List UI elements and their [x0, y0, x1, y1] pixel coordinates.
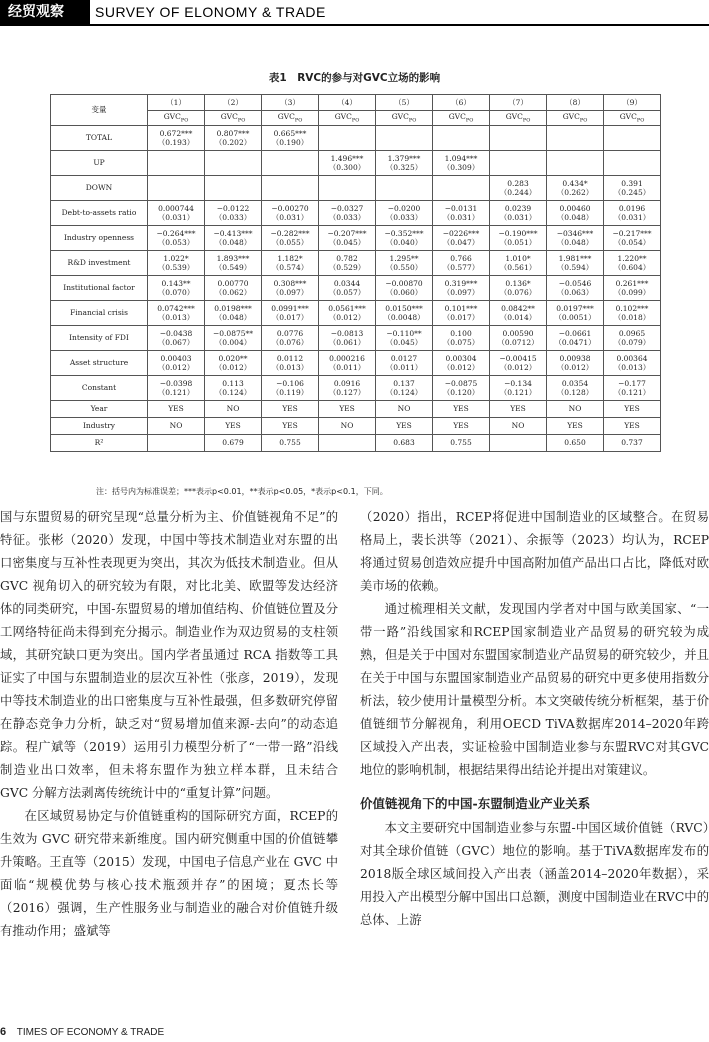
table-cell: 0.650 [547, 435, 604, 452]
table-cell: 0.0196 （0.031） [604, 201, 661, 226]
table-cell: −0.134 （0.121） [490, 376, 547, 401]
table-cell: 0.00938 （0.012） [547, 351, 604, 376]
table-cell [376, 126, 433, 151]
row-variable-label: Constant [51, 376, 148, 401]
table-row [51, 201, 661, 226]
regression-table [50, 94, 661, 452]
table-cell: −0.0122 （0.033） [205, 201, 262, 226]
header-dependent-variable: $GVC_{PO}$ [490, 111, 547, 126]
table-cell: −0.207*** （0.045） [319, 226, 376, 251]
table-cell: 1.295** （0.550） [376, 251, 433, 276]
table-cell: 0.0842** （0.014） [490, 301, 547, 326]
table-cell: 1.496*** （0.300） [319, 151, 376, 176]
table-cell: 0.0150*** （0.0048） [376, 301, 433, 326]
section-heading: 价值链视角下的中国-东盟制造业产业关系 [360, 796, 591, 811]
table-row [51, 301, 661, 326]
table-cell: 0.319*** （0.097） [433, 276, 490, 301]
table-cell: 0.020** （0.012） [205, 351, 262, 376]
table-cell: 0.0344 （0.057） [319, 276, 376, 301]
table-cell: 0.102*** （0.018） [604, 301, 661, 326]
table-cell: YES [319, 401, 376, 418]
table-cell: −0.0438 （0.067） [148, 326, 205, 351]
header-dependent-variable: $GVC_{PO}$ [376, 111, 433, 126]
table-cell: −0226*** （0.047） [433, 226, 490, 251]
table-cell: NO [376, 401, 433, 418]
table-cell: 0.00403 （0.012） [148, 351, 205, 376]
table-cell [205, 176, 262, 201]
table-cell: 1.010* （0.561） [490, 251, 547, 276]
table-cell: 0.665*** （0.190） [262, 126, 319, 151]
table-cell: YES [148, 401, 205, 418]
row-variable-label: Industry openness [51, 226, 148, 251]
table-cell: 1.981*** （0.594） [547, 251, 604, 276]
table-cell: −0.0661 （0.0471） [547, 326, 604, 351]
table-cell [490, 151, 547, 176]
table-cell: 0.283 （0.244） [490, 176, 547, 201]
paragraph: 在区域贸易协定与价值链重构的国际研究方面，RCEP的生效为 GVC 研究带来新维度。国内研究侧重中国的价值链攀升策略。王直等（2015）发现，中国电子信息产业在 GVC 中面临“规模优势与核心技术瓶颈并存”的困境；夏杰长等（2016）强调，生产性服务业与制造业的融合对价值链升级有推动作用；盛斌等 [0, 809, 338, 938]
table-cell: 1.182* （0.574） [262, 251, 319, 276]
table-cell: −0.0131 （0.031） [433, 201, 490, 226]
table-cell: 0.0197*** （0.0051） [547, 301, 604, 326]
page-header [0, 0, 709, 26]
table-cell: YES [262, 401, 319, 418]
table-cell: 0.00590 （0.0712） [490, 326, 547, 351]
table-cell: 0.137 （0.124） [376, 376, 433, 401]
table-cell: 0.101*** （0.017） [433, 301, 490, 326]
table-cell: YES [604, 418, 661, 435]
header-model-number: （2） [205, 95, 262, 111]
table-cell: YES [433, 418, 490, 435]
table-row [51, 326, 661, 351]
table-cell [604, 126, 661, 151]
paragraph: 本文主要研究中国制造业参与东盟-中国区域价值链（RVC）对其全球价值链（GVC）地位的影响。基于TiVA数据库发布的2018版全球区域间投入产出表（涵盖2014–2020年数据），采用投入产出模型分解中国出口总额，测度中国制造业在RVC中的总体、上游 [360, 821, 709, 927]
table-cell [376, 176, 433, 201]
table-cell: 0.679 [205, 435, 262, 452]
table-cell: 0.261*** （0.099） [604, 276, 661, 301]
table-cell: −0.0875** （0.004） [205, 326, 262, 351]
paragraph: 国与东盟贸易的研究呈现“总量分析为主、价值链视角不足”的特征。张彬（2020）发现，中国中等技术制造业对东盟的出口密集度与互补性表现更为突出，其次为低技术制造业。但从 GVC 视角切入的研究较为有限，对比北美、欧盟等发达经济体的同类研究，中国-东盟贸易的增加值结构、价值链位置及分工网络特征尚未得到充分揭示。制造业作为双边贸易的支柱领域，其研究缺口更为突出。国内学者虽通过 RCA 指数等工具证实了中国与东盟制造业的层次互补性（张彦，2019），发现中等技术制造业的出口密集度与互补性最强，但多数研究停留在静态竞争力分析，缺乏对“贸易增加值来源-去向”的动态追踪。程广斌等（2019）运用引力模型分析了“一带一路”沿线制造业出口效率，但未将东盟作为独立样本群，且未结合 GVC 分解方法剥离传统统计中的“重复计算”问题。 [0, 510, 338, 800]
table-row [51, 351, 661, 376]
table-cell [319, 435, 376, 452]
header-model-number: （4） [319, 95, 376, 111]
table-cell: 0.0112 （0.013） [262, 351, 319, 376]
table-cell: YES [262, 418, 319, 435]
table-cell: 0.0776 （0.076） [262, 326, 319, 351]
table-cell [148, 176, 205, 201]
row-variable-label: DOWN [51, 176, 148, 201]
table-cell: YES [490, 401, 547, 418]
table-cell: 0.100 （0.075） [433, 326, 490, 351]
table-cell: YES [547, 418, 604, 435]
page-footer [0, 1026, 164, 1038]
table-cell [262, 176, 319, 201]
table-cell: 0.000744 （0.031） [148, 201, 205, 226]
table-cell: 1.893*** （0.549） [205, 251, 262, 276]
table-cell: 0.308*** （0.097） [262, 276, 319, 301]
table-cell: 0.782 （0.529） [319, 251, 376, 276]
table-cell: 0.00304 （0.012） [433, 351, 490, 376]
table-cell [604, 151, 661, 176]
paragraph: 通过梳理相关文献，发现国内学者对中国与欧美国家、“一带一路”沿线国家和RCEP国家制造业产品贸易的研究较为成熟，但是关于中国对东盟国家制造业产品贸易的研究较少，并且在关于中国与东盟国家制造业产品贸易的研究中更多使用指数分析法，较少使用计量模型分析。本文突破传统分析框架，基于价值链细节分解视角，利用OECD TiVA数据库2014–2020年跨区域投入产出表，实证检验中国制造业参与东盟RVC对其GVC地位的影响机制，根据结果得出结论并提出对策建议。 [360, 602, 709, 777]
header-model-number: （6） [433, 95, 490, 111]
table-cell: −0.413*** （0.048） [205, 226, 262, 251]
row-variable-label: Asset structure [51, 351, 148, 376]
table-cell: 0.434* （0.262） [547, 176, 604, 201]
table-header-row [51, 95, 661, 111]
table-row [51, 376, 661, 401]
table-cell: −0.217*** （0.054） [604, 226, 661, 251]
table-cell: −0.282*** （0.055） [262, 226, 319, 251]
paragraph: （2020）指出，RCEP将促进中国制造业的区域整合。在贸易格局上，裴长洪等（2021）、余振等（2023）均认为，RCEP将通过贸易创造效应提升中国高附加值产品出口占比，降低对欧美市场的依赖。 [360, 510, 709, 593]
table-row [51, 435, 661, 452]
table-cell [319, 126, 376, 151]
table-cell: NO [319, 418, 376, 435]
header-dependent-variable: $GVC_{PO}$ [433, 111, 490, 126]
table-cell: −0.0200 （0.033） [376, 201, 433, 226]
table-cell: −0.352*** （0.040） [376, 226, 433, 251]
table-cell [490, 126, 547, 151]
header-model-number: （8） [547, 95, 604, 111]
table-cell: 0.766 （0.577） [433, 251, 490, 276]
table-cell: 0.143** （0.070） [148, 276, 205, 301]
table-row [51, 151, 661, 176]
table-cell [547, 151, 604, 176]
table-cell: −0.0813 （0.061） [319, 326, 376, 351]
header-model-number: （5） [376, 95, 433, 111]
row-variable-label: Industry [51, 418, 148, 435]
table-cell [547, 126, 604, 151]
table-cell: 0.0354 （0.128） [547, 376, 604, 401]
table-cell: NO [490, 418, 547, 435]
table-cell: 0.737 [604, 435, 661, 452]
header-dependent-variable: $GVC_{PO}$ [148, 111, 205, 126]
table-cell: −0.00870 （0.060） [376, 276, 433, 301]
table-cell: 1.379*** （0.325） [376, 151, 433, 176]
header-dependent-variable: $GVC_{PO}$ [262, 111, 319, 126]
row-variable-label: R² [51, 435, 148, 452]
header-dependent-variable: $GVC_{PO}$ [604, 111, 661, 126]
table-cell: 0.000216 （0.011） [319, 351, 376, 376]
table-row [51, 176, 661, 201]
right-column [360, 506, 709, 932]
table-cell: −0.264*** （0.053） [148, 226, 205, 251]
row-variable-label: Intensity of FDI [51, 326, 148, 351]
table-cell [262, 151, 319, 176]
section-label: 经贸观察 [0, 0, 90, 24]
table-cell: 0.672*** （0.193） [148, 126, 205, 151]
table-cell: 0.0198*** （0.048） [205, 301, 262, 326]
table-cell: YES [433, 401, 490, 418]
page-number: 6 [0, 1026, 7, 1038]
header-variable: 变量 [51, 95, 148, 126]
left-column [0, 506, 338, 943]
table-cell [319, 176, 376, 201]
table-cell: 0.00364 （0.013） [604, 351, 661, 376]
table-cell: 1.094*** （0.309） [433, 151, 490, 176]
table-cell [433, 176, 490, 201]
table-row [51, 226, 661, 251]
table-cell [490, 435, 547, 452]
table-row [51, 418, 661, 435]
table-cell: −0.0875 （0.120） [433, 376, 490, 401]
table-cell: −0.190*** （0.051） [490, 226, 547, 251]
table-cell: 0.0239 （0.031） [490, 201, 547, 226]
table-cell: 0.0127 （0.011） [376, 351, 433, 376]
header-dependent-variable: $GVC_{PO}$ [547, 111, 604, 126]
table-row [51, 126, 661, 151]
table-cell: −0.0327 （0.033） [319, 201, 376, 226]
table-title: 表1 RVC的参与对GVC立场的影响 [268, 72, 441, 84]
header-model-number: （7） [490, 95, 547, 111]
table-cell: 0.0916 （0.127） [319, 376, 376, 401]
row-variable-label: Year [51, 401, 148, 418]
row-variable-label: Debt-to-assets ratio [51, 201, 148, 226]
table-cell: 0.391 （0.245） [604, 176, 661, 201]
journal-section-title: SURVEY OF ELONOMY & TRADE [95, 4, 326, 20]
header-dependent-variable: $GVC_{PO}$ [319, 111, 376, 126]
table-cell: 1.022* （0.539） [148, 251, 205, 276]
row-variable-label: R&D investment [51, 251, 148, 276]
table-cell: NO [148, 418, 205, 435]
row-variable-label: Institutional factor [51, 276, 148, 301]
row-variable-label: UP [51, 151, 148, 176]
table-cell: YES [604, 401, 661, 418]
table-cell: 0.755 [433, 435, 490, 452]
table-cell: NO [205, 401, 262, 418]
table-cell: YES [205, 418, 262, 435]
header-model-number: （1） [148, 95, 205, 111]
table-cell: 1.220** （0.604） [604, 251, 661, 276]
row-variable-label: Financial crisis [51, 301, 148, 326]
table-row [51, 401, 661, 418]
table-cell: −0.177 （0.121） [604, 376, 661, 401]
table-row [51, 276, 661, 301]
table-cell: 0.00770 （0.062） [205, 276, 262, 301]
table-cell: 0.136* （0.076） [490, 276, 547, 301]
journal-name: TIMES OF ECONOMY & TRADE [16, 1027, 165, 1038]
header-rule [0, 24, 709, 26]
table-row [51, 251, 661, 276]
table-cell: NO [547, 401, 604, 418]
table-cell: −0.00270 （0.031） [262, 201, 319, 226]
table-cell: 0.0965 （0.079） [604, 326, 661, 351]
table-cell: −0.110** （0.045） [376, 326, 433, 351]
header-model-number: （3） [262, 95, 319, 111]
table-cell: 0.755 [262, 435, 319, 452]
table-cell: 0.113 （0.124） [205, 376, 262, 401]
row-variable-label: TOTAL [51, 126, 148, 151]
header-dependent-variable: $GVC_{PO}$ [205, 111, 262, 126]
table-cell: −0.00415 （0.012） [490, 351, 547, 376]
table-cell: −0346*** （0.048） [547, 226, 604, 251]
table-cell: 0.0991*** （0.017） [262, 301, 319, 326]
table-cell: 0.807*** （0.202） [205, 126, 262, 151]
table-cell [433, 126, 490, 151]
table-cell [205, 151, 262, 176]
table-cell: 0.683 [376, 435, 433, 452]
table-cell: −0.0546 （0.063） [547, 276, 604, 301]
table-note: 注：括号内为标准误差；***表示p<0.01，**表示p<0.05，*表示p<0.1，下同。 [96, 487, 388, 496]
header-model-number: （9） [604, 95, 661, 111]
table-cell: YES [376, 418, 433, 435]
table-cell [148, 151, 205, 176]
table-cell: 0.00460 （0.048） [547, 201, 604, 226]
table-cell: 0.0561*** （0.012） [319, 301, 376, 326]
table-cell: 0.0742*** （0.013） [148, 301, 205, 326]
table-cell: −0.0398 （0.121） [148, 376, 205, 401]
table-cell: −0.106 （0.119） [262, 376, 319, 401]
table-cell [148, 435, 205, 452]
